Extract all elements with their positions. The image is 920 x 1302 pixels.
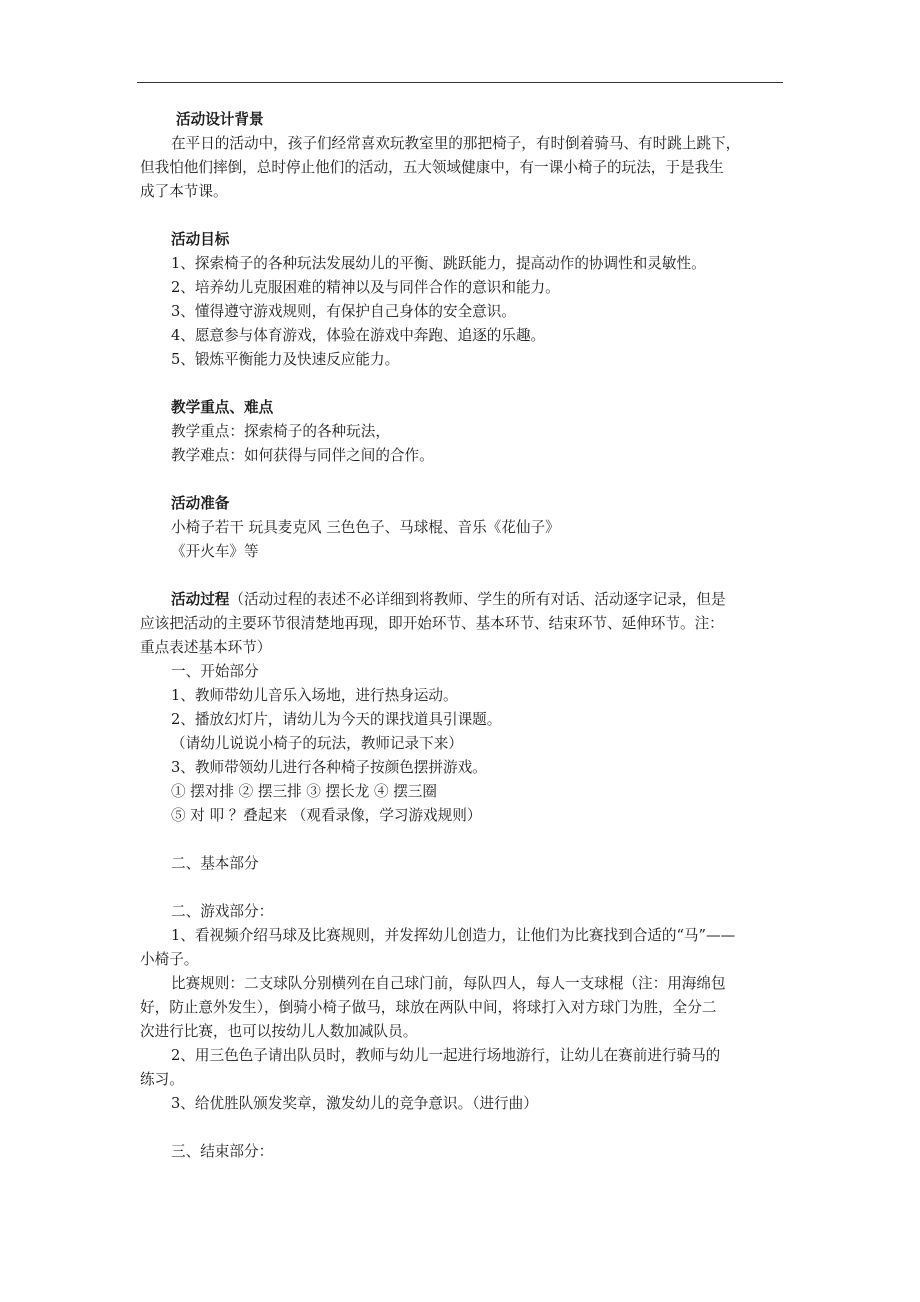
part-heading: 三、结束部分： <box>171 1143 274 1160</box>
section-heading-process: 活动过程 <box>171 591 230 608</box>
part-heading: 一、开始部分 <box>171 663 259 680</box>
paragraph-line: （请幼儿说说小椅子的玩法，教师记录下来） <box>171 735 463 752</box>
preparation-line: 《开火车》等 <box>171 543 259 560</box>
key-point: 教学重点：探索椅子的各种玩法， <box>171 423 390 440</box>
list-item: 3、教师带领幼儿进行各种椅子按颜色摆拼游戏。 <box>171 759 487 776</box>
list-item: 2、培养幼儿克服困难的精神以及与同伴合作的意识和能力。 <box>171 279 560 296</box>
paragraph-line: 但我怕他们摔倒，总时停止他们的活动，五大领域健康中，有一课小椅子的玩法，于是我生 <box>140 159 724 176</box>
list-item: 2、用三色色子请出队员时，教师与幼儿一起进行场地游行，让幼儿在赛前进行骑马的 <box>171 1047 721 1064</box>
process-intro-line <box>140 588 790 612</box>
rules-line: 次进行比赛，也可以按幼儿人数加减队员。 <box>140 1023 418 1040</box>
paragraph-line: 练习。 <box>140 1071 184 1088</box>
list-item: 5、锻炼平衡能力及快速反应能力。 <box>171 351 400 368</box>
part-heading: 二、基本部分 <box>171 855 259 872</box>
preparation-line: 小椅子若干 玩具麦克风 三色色子、马球棍、音乐《花仙子》 <box>171 519 560 536</box>
paragraph-line: 成了本节课。 <box>140 183 228 200</box>
section-heading-goals: 活动目标 <box>171 231 230 248</box>
list-item: 1、教师带幼儿音乐入场地，进行热身运动。 <box>171 687 458 704</box>
section-heading-background: 活动设计背景 <box>176 111 264 128</box>
process-note: （活动过程的表述不必详细到将教师、学生的所有对话、活动逐字记录，但是 <box>229 591 726 608</box>
part-heading: 二、游戏部分： <box>171 903 274 920</box>
section-heading-preparation: 活动准备 <box>171 495 230 512</box>
list-item: 2、播放幻灯片，请幼儿为今天的课找道具引课题。 <box>171 711 502 728</box>
paragraph-line: 在平日的活动中，孩子们经常喜欢玩教室里的那把椅子，有时倒着骑马、有时跳上跳下， <box>171 135 741 152</box>
paragraph-line: 应该把活动的主要环节很清楚地再现，即开始环节、基本环节、结束环节、延伸环节。注： <box>140 615 724 632</box>
paragraph-line: 重点表述基本环节） <box>140 639 272 656</box>
section-heading-focus: 教学重点、难点 <box>171 399 274 416</box>
rules-line: 比赛规则：二支球队分别横列在自己球门前，每队四人，每人一支球棍（注：用海绵包 <box>171 975 726 992</box>
game-list: ① 摆对排 ② 摆三排 ③ 摆长龙 ④ 摆三圈 <box>171 783 437 800</box>
difficulty-point: 教学难点：如何获得与同伴之间的合作。 <box>171 447 434 464</box>
list-item: 1、探索椅子的各种玩法发展幼儿的平衡、跳跃能力，提高动作的协调性和灵敏性。 <box>171 255 706 272</box>
list-item: 3、给优胜队颁发奖章，激发幼儿的竞争意识。（进行曲） <box>171 1095 538 1112</box>
list-item: 3、懂得遵守游戏规则，有保护自己身体的安全意识。 <box>171 303 516 320</box>
rules-line: 好，防止意外发生），倒骑小椅子做马，球放在两队中间，将球打入对方球门为胜，全分二 <box>140 999 717 1016</box>
header-rule <box>137 82 783 83</box>
document-body <box>140 108 790 1164</box>
list-item: 1、看视频介绍马球及比赛规则，并发挥幼儿创造力，让他们为比赛找到合适的“马”—— <box>171 927 736 944</box>
game-list: ⑤ 对 叩 ？叠起来 （观看录像，学习游戏规则） <box>171 807 482 824</box>
list-item: 4、愿意参与体育游戏，体验在游戏中奔跑、追逐的乐趣。 <box>171 327 546 344</box>
paragraph-line: 小椅子。 <box>140 951 199 968</box>
